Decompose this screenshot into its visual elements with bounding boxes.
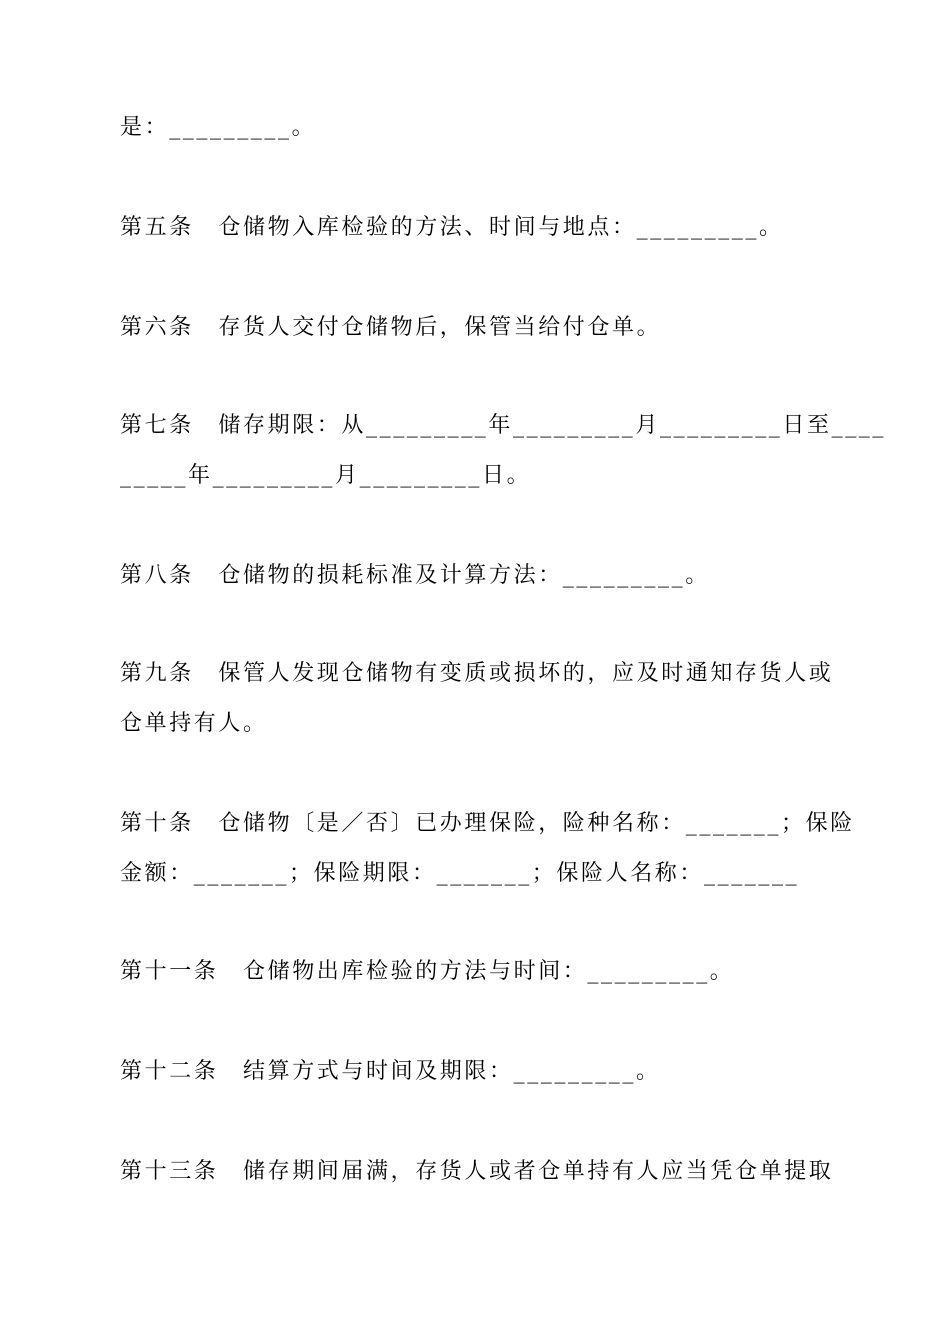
- text-line: 第十一条 仓储物出库检验的方法与时间：_________。: [120, 959, 735, 984]
- text-line: 金额：_______；保险期限：_______；保险人名称：_______: [120, 861, 800, 886]
- text-line: 是：_________。: [120, 115, 317, 140]
- text-line: 第十三条 储存期间届满，存货人或者仓单持有人应当凭仓单提取: [120, 1159, 834, 1184]
- text-line: 第七条 储存期限：从_________年_________月_________日至____: [120, 413, 887, 438]
- text-line: 第九条 保管人发现仓储物有变质或损坏的，应及时通知存货人或: [120, 661, 834, 686]
- text-line: 第五条 仓储物入库检验的方法、时间与地点：_________。: [120, 215, 784, 240]
- text-line: 第六条 存货人交付仓储物后，保管当给付仓单。: [120, 315, 662, 340]
- text-line: _____年_________月_________日。: [120, 463, 532, 488]
- text-line: 第十二条 结算方式与时间及期限：_________。: [120, 1059, 661, 1084]
- text-line: 第十条 仓储物〔是／否〕已办理保险，险种名称：_______；保险: [120, 811, 855, 836]
- text-line: 第八条 仓储物的损耗标准及计算方法：_________。: [120, 563, 710, 588]
- text-line: 仓单持有人。: [120, 711, 268, 736]
